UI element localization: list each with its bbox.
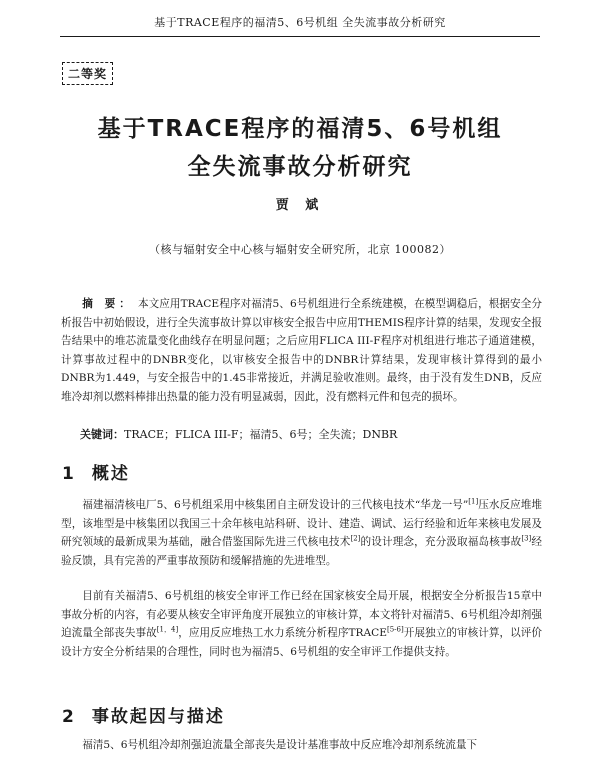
abstract-label: 摘 要： bbox=[82, 298, 134, 310]
body-paragraph bbox=[61, 736, 542, 755]
citation-ref: [1，4] bbox=[156, 625, 179, 634]
keywords-label: 关键词： bbox=[80, 428, 124, 441]
citation-ref: [3] bbox=[521, 534, 532, 543]
abstract bbox=[61, 295, 542, 407]
section-heading-1 bbox=[62, 459, 130, 484]
section-number: 1 bbox=[62, 464, 76, 484]
text-run: 开展独立的审核计算，以评价设计方安全分析结果的合理性，同时也为福清5、6号机组的安全审评工作提供支持。 bbox=[61, 627, 543, 658]
text-run: 福建福清核电厂5、6号机组采用中核集团自主研发设计的三代核电技术“华龙一号” bbox=[82, 499, 469, 511]
text-run: 的设计理念，充分汲取福岛核事故 bbox=[360, 536, 522, 549]
text-run: 经验反馈，具有完善的严重事故预防和缓解措施的先进堆型。 bbox=[61, 536, 543, 567]
author: 贾 斌 bbox=[275, 198, 325, 213]
text-run: 压水反应堆堆型，该堆型是中核集团以我国三十余年核电站科研、设计、建造、调试、运行经验和近年来核电发展及研究领域的最新成果为基础，融合借鉴国际先进三代核电技术 bbox=[61, 499, 543, 549]
abstract-text: 本文应用TRACE程序对福清5、6号机组进行全系统建模，在模型调稳后，根据安全分析报告中初始假设，进行全失流事故计算以审核安全报告中应用THEMIS程序计算的结果，发现安全报告结果中的堆芯流量变化曲线存在明显问题；之后应用FLICA III-F程序对机组进行堆芯子通道建模，计算事故过程中的DNBR变化，以审核安全报告中的DNBR计算结果，发现审核计算得到的最小DNBR为1.449，与安全报告中的1.45非常接近，并满足验收准则。最终，由于没有发生DNB，反应堆冷却剂以燃料棒排出热量的能力没有明显减弱，因此，没有燃料元件和包壳的损坏。 bbox=[61, 298, 542, 403]
section-heading-2 bbox=[62, 702, 225, 727]
text-run: 福清5、6号机组冷却剂强迫流量全部丧失是设计基准事故中反应堆冷却剂系统流量下 bbox=[82, 739, 478, 751]
award-badge: 二等奖 bbox=[62, 62, 113, 85]
paper-title-line-2: 全失流事故分析研究 bbox=[187, 154, 413, 180]
keywords bbox=[80, 426, 542, 442]
section-title: 事故起因与描述 bbox=[91, 707, 225, 727]
affiliation: （核与辐射安全中心核与辐射安全研究所，北京 100082） bbox=[149, 243, 451, 256]
body-paragraph bbox=[61, 587, 542, 661]
citation-ref: [1] bbox=[468, 497, 479, 506]
text-run: ，应用反应堆热工水力系统分析程序TRACE bbox=[178, 627, 387, 640]
citation-ref: [2] bbox=[350, 534, 361, 543]
running-head: 基于TRACE程序的福清5、6号机组 全失流事故分析研究 bbox=[60, 14, 540, 37]
paper-title-line-1: 基于TRACE程序的福清5、6号机组 bbox=[97, 116, 503, 142]
text-run: 目前有关福清5、6号机组的核安全审评工作已经在国家核安全局开展，根据安全分析报告15章中事故分析的内容，有必要从核安全审评角度开展独立的审核计算，本文将针对福清5、6号机组冷却剂强迫流量全部丧失事故 bbox=[61, 590, 542, 640]
section-number: 2 bbox=[62, 707, 76, 727]
citation-ref: [5-6] bbox=[387, 625, 404, 634]
body-paragraph bbox=[61, 496, 542, 570]
keywords-text: TRACE；FLICA III-F；福清5、6号；全失流；DNBR bbox=[124, 428, 398, 441]
section-title: 概述 bbox=[91, 464, 130, 484]
